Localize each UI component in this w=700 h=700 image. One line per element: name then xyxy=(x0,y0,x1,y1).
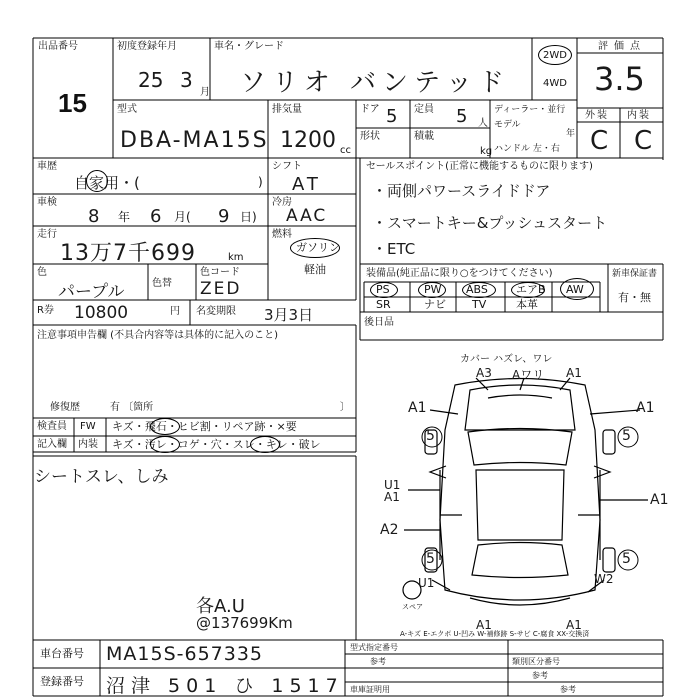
mark-w2-rear: W2 xyxy=(594,572,614,586)
mileage-unit: km xyxy=(228,252,244,263)
score-label: 評価点 xyxy=(598,41,646,52)
interior-check-label: 内装 xyxy=(78,439,98,450)
diagram-top-note: カバー ハズレ、ワレ xyxy=(460,354,553,365)
notes-title: 注意事項申告欄 (不具合内容等は具体的に記入のこと) xyxy=(37,330,278,341)
warranty-label: 新車保証書 xyxy=(612,269,658,279)
type-code-label: 型式指定番号 xyxy=(350,643,398,652)
recycle-unit: 円 xyxy=(170,306,180,317)
equip-abs: ABS xyxy=(466,283,488,296)
displacement-label: 排気量 xyxy=(272,104,302,115)
inspection-day: 9 xyxy=(218,206,230,227)
model-grade-value: ソリオ バンテッド xyxy=(240,68,511,98)
cert-label: 車庫証明用 xyxy=(350,685,390,694)
mileage-label: 走行 xyxy=(37,229,57,240)
doors-label: ドア xyxy=(360,104,380,115)
class-ref: 参考 xyxy=(532,671,548,680)
color-label: 色 xyxy=(37,267,47,278)
warranty-value: 有・無 xyxy=(618,291,651,304)
interior-check-items: キズ・汚レ・コゲ・穴・スレ・キレ・破レ xyxy=(112,438,321,451)
mark-a1-front-right: A1 xyxy=(566,366,582,380)
mark-a1-right-front: A1 xyxy=(636,400,655,416)
registration-value: 沼津 501 ひ 1517 xyxy=(106,675,344,697)
interior-label: 内装 xyxy=(627,110,651,121)
color-value: パープル xyxy=(58,282,125,302)
equip-ps: PS xyxy=(376,283,390,296)
name-change-value: 3月3日 xyxy=(264,306,314,324)
handwritten-interior-note: シートスレ、しみ xyxy=(34,467,169,487)
exterior-check-items: キズ・飛石・ヒビ割・リペア跡・×要 xyxy=(112,420,297,433)
type-value: DBA-MA15S xyxy=(120,128,269,153)
ac-label: 冷房 xyxy=(272,197,292,208)
fuel-diesel: 軽油 xyxy=(304,263,326,276)
lot-number-label: 出品番号 xyxy=(38,41,78,52)
shape-label: 形状 xyxy=(360,131,380,142)
equip-sr: SR xyxy=(376,298,391,311)
handle-label: ハンドル 左・右 xyxy=(494,144,560,154)
repair-history-close: 〕 xyxy=(340,402,350,413)
bottom-note-all-au: 各A.U xyxy=(196,596,245,617)
class-label: 類別区分番号 xyxy=(512,657,560,666)
ac-value: AAC xyxy=(286,206,328,226)
interior-grade: C xyxy=(634,126,653,156)
mark-u1-left: U1 xyxy=(384,478,401,492)
exterior-grade: C xyxy=(590,126,609,156)
history-close: ) xyxy=(258,175,263,189)
displacement-unit: cc xyxy=(340,145,351,156)
first-registration-label: 初度登録年月 xyxy=(117,41,177,52)
back-order-label: 後日品 xyxy=(364,317,394,328)
registration-month: 3 xyxy=(180,68,193,92)
equipment-title: 装備品(純正品に限り○をつけてください) xyxy=(366,268,553,279)
color-code-label: 色コード xyxy=(200,267,240,278)
shift-value: AT xyxy=(292,174,322,195)
shift-label: シフト xyxy=(272,161,302,172)
chassis-label: 車台番号 xyxy=(40,647,84,660)
cert-ref: 参考 xyxy=(560,685,576,694)
dealer-label: ディーラー・並行 xyxy=(494,105,566,115)
mark-5-right-front: 5 xyxy=(622,428,631,444)
registration-label: 登録番号 xyxy=(40,675,84,688)
history-label: 車歴 xyxy=(37,161,57,172)
equip-airbag: エアB xyxy=(516,283,546,296)
bottom-note-mileage: @137699Km xyxy=(196,614,293,632)
inspection-day-unit: 日) xyxy=(240,210,257,224)
mark-a-crack: Aワリ xyxy=(512,368,545,382)
displacement-value: 1200 xyxy=(280,128,336,153)
chassis-value: MA15S-657335 xyxy=(106,643,264,665)
mark-a1-left-door: A1 xyxy=(384,490,400,504)
registration-year: 25 xyxy=(138,68,164,92)
inspection-month: 6 xyxy=(150,206,162,227)
doors-value: 5 xyxy=(386,106,398,127)
equip-leather: 本革 xyxy=(516,298,538,311)
damage-legend: A-キズ E-エクボ U-凹み W-補修跡 S-サビ C-腐食 XX-交換済 xyxy=(400,630,590,638)
capacity-label: 定員 xyxy=(414,104,434,115)
mark-a3: A3 xyxy=(476,366,492,380)
inspector-label: 検査員 xyxy=(37,421,67,432)
inspection-label: 車検 xyxy=(37,197,57,208)
sales-point-1: ・両側パワースライドドア xyxy=(372,182,551,200)
fuel-label: 燃料 xyxy=(272,229,292,240)
registration-month-suffix: 月 xyxy=(200,87,210,98)
fw-label: FW xyxy=(80,421,96,432)
mark-a1-left-front: A1 xyxy=(408,400,427,416)
history-value: 自家用・( xyxy=(74,174,140,192)
load-unit: kg xyxy=(480,146,493,157)
color-code-value: ZED xyxy=(200,279,242,299)
repair-history-value: 有 〔箇所 xyxy=(110,402,154,413)
fuel-gasoline: ガソリン xyxy=(296,241,340,254)
recycle-value: 10800 xyxy=(74,303,129,323)
model-year-unit: 年 xyxy=(566,129,576,139)
mark-a1-rear-right: A1 xyxy=(566,618,582,632)
inspection-year: 8 xyxy=(88,206,100,227)
repair-history-label: 修復歴 xyxy=(50,402,80,413)
score-value: 3.5 xyxy=(594,60,645,98)
model-year-label: モデル xyxy=(494,120,521,130)
spare-label: スペア xyxy=(402,603,423,611)
sales-point-3: ・ETC xyxy=(372,240,416,258)
mileage-value: 13万7千699 xyxy=(60,241,196,266)
sales-points-title: セールスポイント(正常に機能するものに限ります) xyxy=(366,161,593,172)
sales-point-2: ・スマートキー&プッシュスタート xyxy=(372,214,608,232)
capacity-unit: 人 xyxy=(478,118,488,129)
inspection-month-unit: 月( xyxy=(174,210,191,224)
drive-2wd: 2WD xyxy=(543,50,567,61)
equip-aw: AW xyxy=(566,283,584,296)
type-code-ref: 参考 xyxy=(370,657,386,666)
mark-5-left-front: 5 xyxy=(426,428,435,444)
mark-a2-left: A2 xyxy=(380,522,399,538)
drive-4wd: 4WD xyxy=(543,78,567,89)
recycle-label: R券 xyxy=(37,305,54,316)
equip-tv: TV xyxy=(472,298,487,311)
lot-number-value: 15 xyxy=(58,88,87,118)
exterior-label: 外装 xyxy=(585,110,609,121)
capacity-value: 5 xyxy=(456,106,468,127)
mark-5-right-rear: 5 xyxy=(622,551,631,567)
entry-label: 記入欄 xyxy=(37,439,67,450)
equip-pw: PW xyxy=(424,283,442,296)
model-grade-label: 車名・グレード xyxy=(214,41,284,52)
load-label: 積載 xyxy=(414,131,434,142)
mark-5-left-rear: 5 xyxy=(426,551,435,567)
mark-a1-rear-left: A1 xyxy=(476,618,492,632)
inspection-year-unit: 年 xyxy=(118,210,131,224)
equip-navi: ナビ xyxy=(424,298,446,311)
name-change-label: 名変期限 xyxy=(196,306,236,317)
mark-u1-rear: U1 xyxy=(418,576,435,590)
color-change-label: 色替 xyxy=(152,278,172,289)
type-label: 型式 xyxy=(117,104,137,115)
mark-a1-right-door: A1 xyxy=(650,492,669,508)
